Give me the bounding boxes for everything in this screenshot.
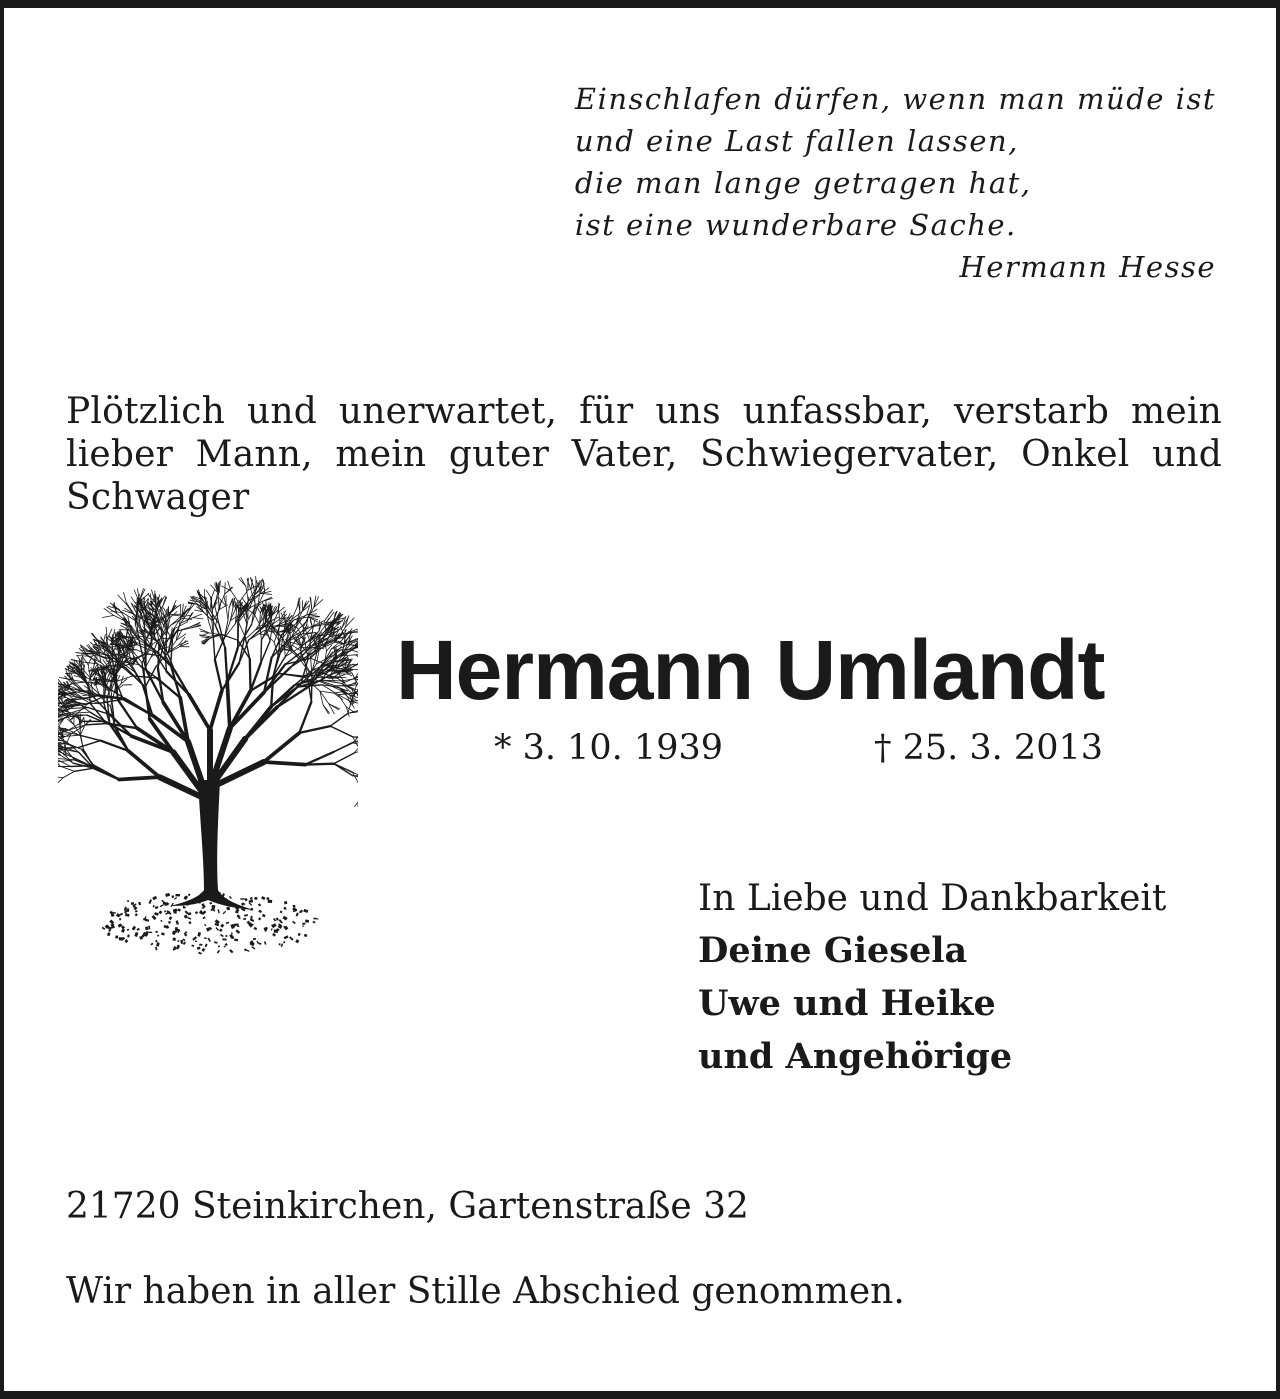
mourners-block — [698, 874, 1166, 1083]
deceased-name: Hermann Umlandt — [396, 623, 1105, 717]
mourner-name: Uwe und Heike — [698, 983, 996, 1024]
death-date: † 25. 3. 2013 — [874, 728, 1104, 768]
quote-line: die man lange getragen hat, — [574, 166, 1032, 200]
mourners-lead: In Liebe und Dankbarkeit — [698, 878, 1167, 919]
address: 21720 Steinkirchen, Gartenstraße 32 — [66, 1186, 749, 1227]
quote-line: ist eine wunderbare Sache. — [574, 208, 1017, 242]
birth-date: * 3. 10. 1939 — [494, 728, 724, 768]
quote-line: Einschlafen dürfen, wenn man müde ist — [574, 82, 1216, 116]
closing-text: Wir haben in aller Stille Abschied genommen. — [66, 1271, 905, 1312]
quote-line: und eine Last fallen lassen, — [574, 124, 1019, 158]
intro-text: Plötzlich und unerwartet, für uns unfassbar, verstarb mein lieber Mann, mein guter Vater, Schwiegervater, Onkel und Schwager — [66, 391, 1222, 518]
hesse-quote — [575, 78, 1216, 288]
mourner-name: Deine Giesela — [698, 930, 968, 971]
quote-author: Hermann Hesse — [959, 250, 1216, 284]
mourner-name: und Angehörige — [698, 1036, 1013, 1077]
tree-icon — [58, 560, 358, 970]
